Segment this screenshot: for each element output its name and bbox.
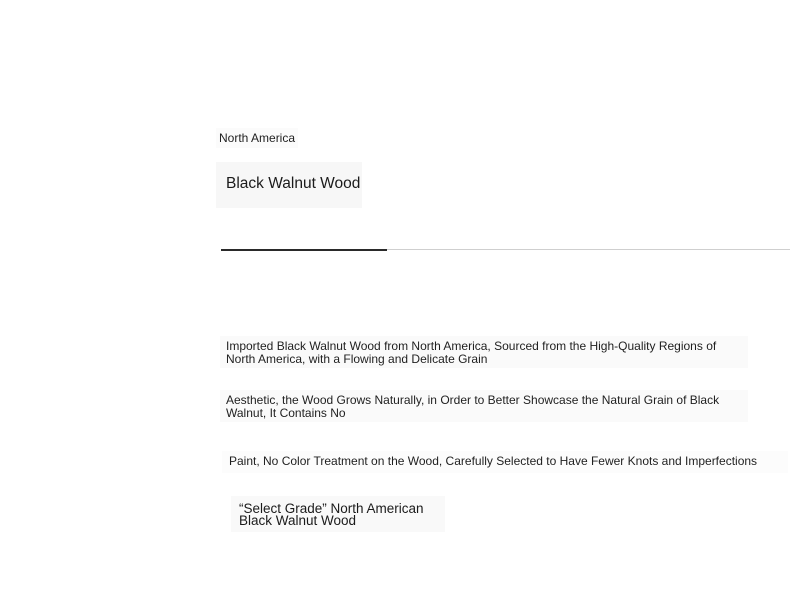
grade-callout xyxy=(231,496,445,532)
product-description-paragraph-2: Aesthetic, the Wood Grows Naturally, in Order to Better Showcase the Natural Grain of Black Walnut, It Contains No xyxy=(220,390,748,422)
grade-callout-line-1: “Select Grade” North American xyxy=(239,501,424,516)
origin-region-label: North America xyxy=(216,128,298,148)
grade-callout-line-2: Black Walnut Wood xyxy=(239,513,357,528)
product-description-paragraph-3: Paint, No Color Treatment on the Wood, Carefully Selected to Have Fewer Knots and Imperfections xyxy=(222,451,788,473)
product-title: Black Walnut Wood xyxy=(216,162,362,208)
section-divider-active-indicator xyxy=(221,249,387,251)
product-description-paragraph-1: Imported Black Walnut Wood from North America, Sourced from the High-Quality Regions of North America, with a Flowing and Delicate Grain xyxy=(220,336,748,368)
